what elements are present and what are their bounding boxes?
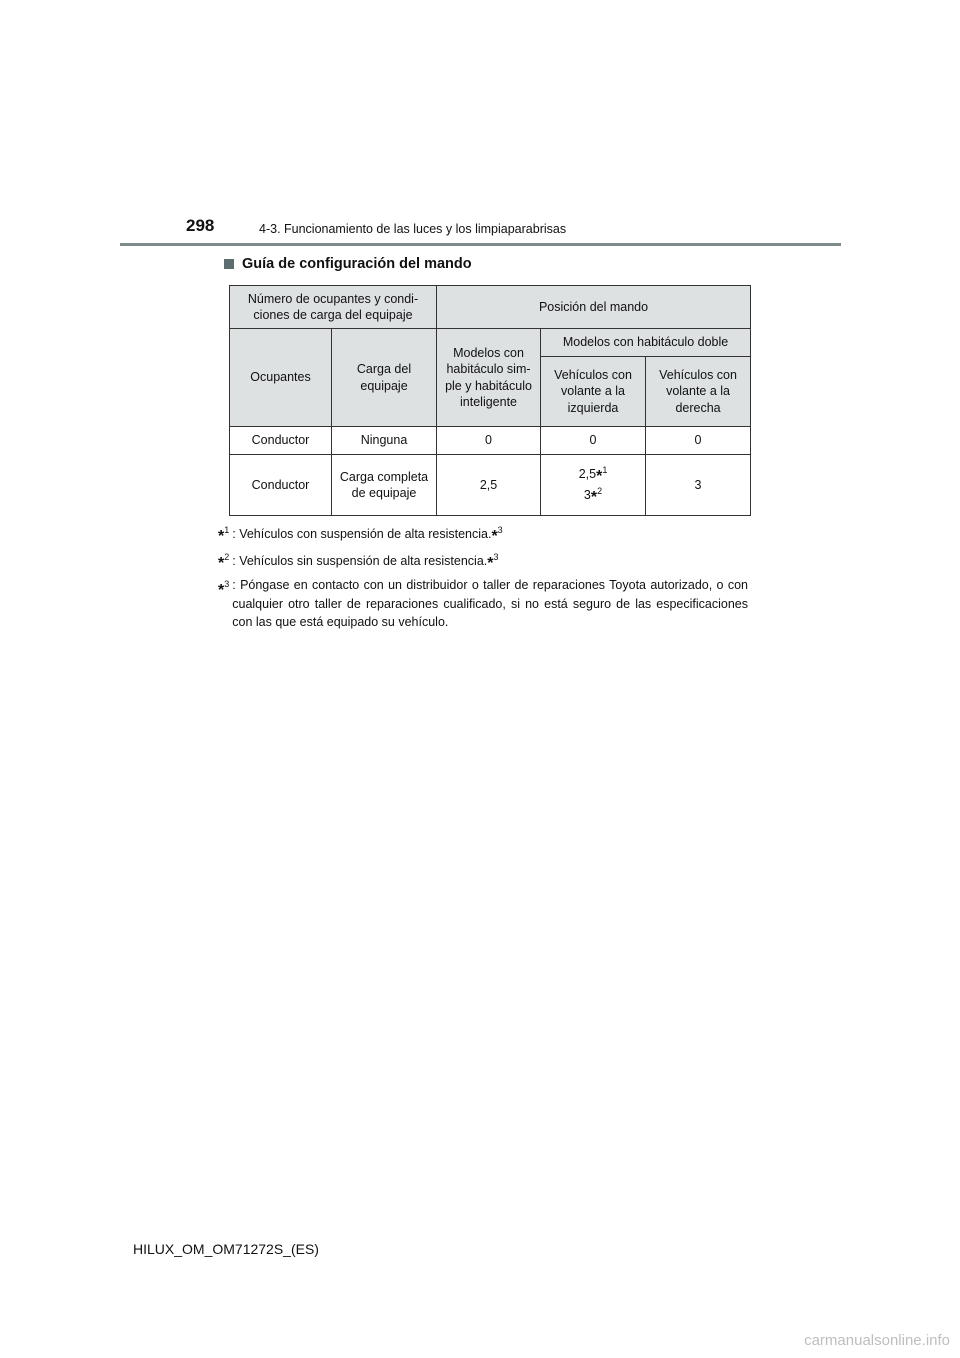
cell-occupants: Conductor — [230, 427, 332, 455]
header-rhd: Vehículos con volante a la derecha — [646, 357, 751, 427]
cell-lhd: 0 — [541, 427, 646, 455]
footnote-3: *$^3$ : Póngase en contacto con un distribuidor o taller de reparaciones Toyota autorizado, o con cualquier otro taller de reparaciones cualificado, si no está seguro de las especificaciones con las que está equipado su vehículo. — [218, 578, 748, 629]
lhd-value-standard: 3*$^2$ — [583, 485, 603, 506]
watermark-text: carmanualsonline.info — [804, 1332, 950, 1349]
header-luggage-load: Carga del equipaje — [332, 329, 437, 427]
cell-rhd: 0 — [646, 427, 751, 455]
footnote-star: * — [218, 528, 225, 545]
footnote-star: * — [596, 468, 603, 486]
cell-rhd: 3 — [646, 455, 751, 516]
header-lhd: Vehículos con volante a la izquierda — [541, 357, 646, 427]
header-occupants: Ocupantes — [230, 329, 332, 427]
section-title: 4-3. Funcionamiento de las luces y los limpiaparabrisas — [259, 222, 567, 236]
footnote-star: * — [491, 528, 498, 545]
cell-load: Ninguna — [332, 427, 437, 455]
table-row — [230, 455, 751, 516]
table-row — [230, 427, 751, 455]
cell-single: 2,5 — [437, 455, 541, 516]
footnote-star: * — [218, 555, 225, 573]
footnotes — [218, 522, 748, 635]
document-code: HILUX_OM_OM71272S_(ES) — [133, 1241, 319, 1257]
cell-load: Carga completa de equipaje — [332, 455, 437, 516]
dial-setting-table — [229, 285, 751, 516]
footnote-star: * — [487, 555, 494, 573]
section-heading — [224, 256, 472, 272]
footnote-1: *$^1$ : Vehículos con suspensión de alta resistencia.*$^3$ — [218, 524, 503, 545]
footnote-star: * — [218, 582, 225, 600]
header-single-cab: Modelos con habitáculo sim- ple y habitáculo inteligente — [437, 329, 541, 427]
page-number: 298 — [186, 216, 215, 235]
footnote-2: *$^2$ : Vehículos sin suspensión de alta resistencia.*$^3$ — [218, 552, 499, 573]
lhd-value-heavy: 2,5*$^1$ — [578, 465, 608, 486]
watermark-logo — [742, 1328, 952, 1350]
cell-single: 0 — [437, 427, 541, 455]
heading-text: Guía de configuración del mando — [242, 256, 472, 272]
header-occupancy-load: Número de ocupantes y condi- ciones de carga del equipaje — [230, 286, 437, 329]
cell-occupants: Conductor — [230, 455, 332, 516]
cell-lhd — [541, 455, 646, 516]
header-dial-position: Posición del mando — [437, 286, 751, 329]
header-double-cab: Modelos con habitáculo doble — [541, 329, 751, 357]
footnote-star: * — [590, 489, 598, 506]
square-bullet-icon — [224, 259, 234, 269]
header-rule — [120, 243, 841, 246]
